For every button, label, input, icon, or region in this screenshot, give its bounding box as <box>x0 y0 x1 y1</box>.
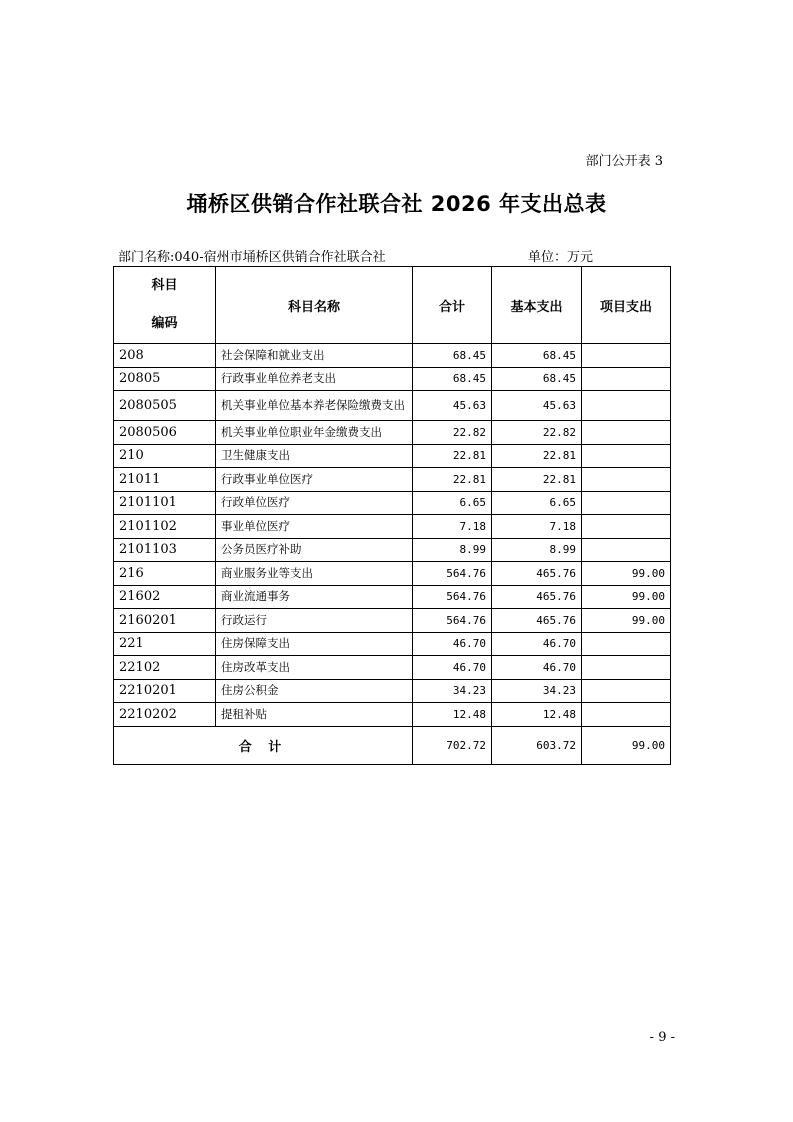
cell-project <box>582 515 671 539</box>
cell-basic: 68.45 <box>492 367 582 391</box>
cell-code: 2101101 <box>114 491 216 515</box>
cell-name: 机关事业单位基本养老保险缴费支出 <box>216 391 413 421</box>
cell-code: 22102 <box>114 656 216 680</box>
cell-project <box>582 491 671 515</box>
table-row <box>114 391 671 421</box>
cell-name: 机关事业单位职业年金缴费支出 <box>216 421 413 445</box>
table-row <box>114 656 671 680</box>
cell-basic: 34.23 <box>492 679 582 703</box>
cell-basic: 22.82 <box>492 421 582 445</box>
cell-name: 事业单位医疗 <box>216 515 413 539</box>
cell-project <box>582 468 671 492</box>
table-header-row <box>114 267 671 344</box>
cell-basic: 46.70 <box>492 632 582 656</box>
cell-basic: 7.18 <box>492 515 582 539</box>
cell-project: 99.00 <box>582 562 671 586</box>
cell-total: 22.82 <box>413 421 492 445</box>
expenditure-table <box>113 266 671 765</box>
cell-basic: 22.81 <box>492 444 582 468</box>
cell-total: 22.81 <box>413 444 492 468</box>
cell-code: 21602 <box>114 585 216 609</box>
cell-name: 卫生健康支出 <box>216 444 413 468</box>
table-body <box>114 344 671 727</box>
cell-basic: 465.76 <box>492 585 582 609</box>
table-row <box>114 468 671 492</box>
cell-basic: 465.76 <box>492 609 582 633</box>
cell-code: 2210201 <box>114 679 216 703</box>
cell-code: 2160201 <box>114 609 216 633</box>
table-number-label: 部门公开表 3 <box>585 154 663 169</box>
header-code <box>114 267 216 344</box>
cell-name: 住房改革支出 <box>216 656 413 680</box>
table-row <box>114 703 671 727</box>
cell-basic: 68.45 <box>492 344 582 368</box>
cell-project: 99.00 <box>582 585 671 609</box>
cell-name: 住房保障支出 <box>216 632 413 656</box>
table-row <box>114 367 671 391</box>
page-title: 埇桥区供销合作社联合社 2026 年支出总表 <box>186 192 607 216</box>
cell-project <box>582 421 671 445</box>
table-row <box>114 491 671 515</box>
table-row <box>114 538 671 562</box>
cell-code: 21011 <box>114 468 216 492</box>
cell-code: 2080505 <box>114 391 216 421</box>
total-label: 合 计 <box>114 726 413 764</box>
cell-project <box>582 391 671 421</box>
cell-name: 行政单位医疗 <box>216 491 413 515</box>
cell-total: 45.63 <box>413 391 492 421</box>
cell-project <box>582 367 671 391</box>
cell-total: 12.48 <box>413 703 492 727</box>
cell-project <box>582 344 671 368</box>
table-row <box>114 421 671 445</box>
table-row <box>114 585 671 609</box>
table-row <box>114 562 671 586</box>
cell-project <box>582 703 671 727</box>
total-sum: 702.72 <box>413 726 492 764</box>
cell-total: 8.99 <box>413 538 492 562</box>
cell-total: 22.81 <box>413 468 492 492</box>
cell-name: 行政事业单位医疗 <box>216 468 413 492</box>
cell-name: 社会保障和就业支出 <box>216 344 413 368</box>
cell-basic: 46.70 <box>492 656 582 680</box>
cell-total: 6.65 <box>413 491 492 515</box>
cell-total: 564.76 <box>413 609 492 633</box>
header-project: 项目支出 <box>582 267 671 344</box>
cell-name: 公务员医疗补助 <box>216 538 413 562</box>
cell-name: 行政运行 <box>216 609 413 633</box>
header-total: 合计 <box>413 267 492 344</box>
unit-label: 单位：万元 <box>528 250 594 265</box>
cell-basic: 8.99 <box>492 538 582 562</box>
cell-total: 46.70 <box>413 656 492 680</box>
cell-basic: 45.63 <box>492 391 582 421</box>
cell-total: 34.23 <box>413 679 492 703</box>
table-row <box>114 344 671 368</box>
cell-code: 2080506 <box>114 421 216 445</box>
cell-code: 20805 <box>114 367 216 391</box>
cell-name: 提租补贴 <box>216 703 413 727</box>
cell-name: 商业服务业等支出 <box>216 562 413 586</box>
table-row <box>114 515 671 539</box>
cell-name: 商业流通事务 <box>216 585 413 609</box>
cell-total: 68.45 <box>413 367 492 391</box>
cell-code: 221 <box>114 632 216 656</box>
cell-project: 99.00 <box>582 609 671 633</box>
cell-basic: 6.65 <box>492 491 582 515</box>
header-code-line2: 编码 <box>151 316 178 331</box>
cell-total: 564.76 <box>413 585 492 609</box>
cell-project <box>582 656 671 680</box>
cell-code: 208 <box>114 344 216 368</box>
total-project: 99.00 <box>582 726 671 764</box>
table-row <box>114 632 671 656</box>
cell-name: 行政事业单位养老支出 <box>216 367 413 391</box>
cell-total: 68.45 <box>413 344 492 368</box>
cell-total: 46.70 <box>413 632 492 656</box>
cell-code: 216 <box>114 562 216 586</box>
cell-total: 564.76 <box>413 562 492 586</box>
table-row <box>114 444 671 468</box>
cell-basic: 465.76 <box>492 562 582 586</box>
cell-code: 2101103 <box>114 538 216 562</box>
header-name: 科目名称 <box>216 267 413 344</box>
cell-project <box>582 538 671 562</box>
cell-project <box>582 632 671 656</box>
department-name: 部门名称:040-宿州市埇桥区供销合作社联合社 <box>118 250 386 265</box>
cell-project <box>582 444 671 468</box>
header-code-line1: 科目 <box>151 278 178 293</box>
cell-name: 住房公积金 <box>216 679 413 703</box>
cell-basic: 22.81 <box>492 468 582 492</box>
cell-code: 2101102 <box>114 515 216 539</box>
header-basic: 基本支出 <box>492 267 582 344</box>
cell-code: 2210202 <box>114 703 216 727</box>
total-basic: 603.72 <box>492 726 582 764</box>
cell-basic: 12.48 <box>492 703 582 727</box>
table-row <box>114 679 671 703</box>
cell-total: 7.18 <box>413 515 492 539</box>
page-number: - 9 - <box>649 1030 675 1045</box>
table-row <box>114 609 671 633</box>
cell-code: 210 <box>114 444 216 468</box>
table-total-row <box>114 726 671 764</box>
cell-project <box>582 679 671 703</box>
